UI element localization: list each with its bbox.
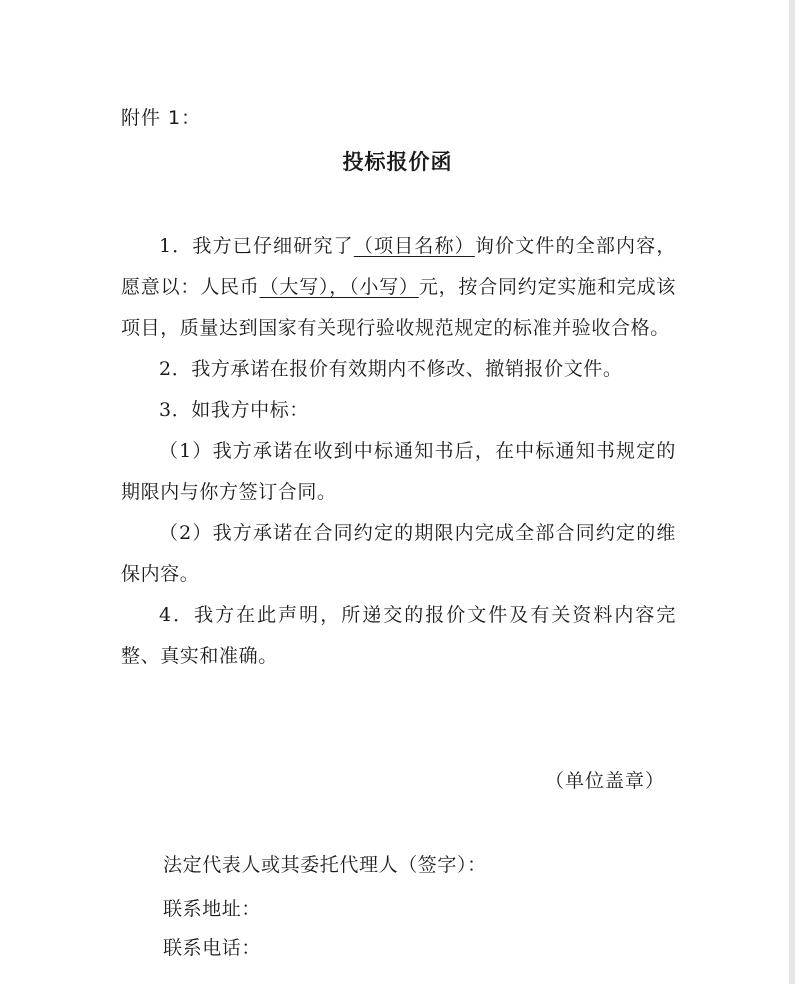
company-seal-label: （单位盖章） xyxy=(544,770,665,792)
paragraph-1-tail: 元，按合同约定实施和完成该项目，质量达到国家有关现行验收规范规定的标准并验收合格。 xyxy=(121,276,677,339)
paragraph-1-middle: 询价文件的全部内容，愿意以：人民币 xyxy=(121,235,676,298)
contact-phone-label: 联系电话： xyxy=(163,937,262,959)
amount-blank: （大写），（小写） xyxy=(259,276,419,298)
page-title: 投标报价函 xyxy=(342,150,453,174)
paragraph-3-2: （2）我方承诺在合同约定的期限内完成全部合同约定的维保内容。 xyxy=(121,522,676,585)
contact-address-label: 联系地址： xyxy=(163,898,262,920)
paragraph-3: 3．如我方中标： xyxy=(159,399,309,421)
paragraph-2: 2．我方承诺在报价有效期内不修改、撤销报价文件。 xyxy=(159,358,623,380)
representative-signature-label: 法定代表人或其委托代理人（签字）： xyxy=(163,854,487,876)
paragraph-1-lead: 1．我方已仔细研究了 xyxy=(159,235,354,257)
paragraph-1 xyxy=(121,226,676,349)
paragraph-3-1: （1）我方承诺在收到中标通知书后，在中标通知书规定的期限内与你方签订合同。 xyxy=(121,440,676,503)
paragraph-4: 4．我方在此声明，所递交的报价文件及有关资料内容完整、真实和准确。 xyxy=(121,604,676,667)
page-edge xyxy=(789,0,795,984)
letter-body xyxy=(121,226,676,677)
project-name-blank: （项目名称） xyxy=(353,235,475,257)
attachment-label: 附件 1： xyxy=(121,107,202,129)
